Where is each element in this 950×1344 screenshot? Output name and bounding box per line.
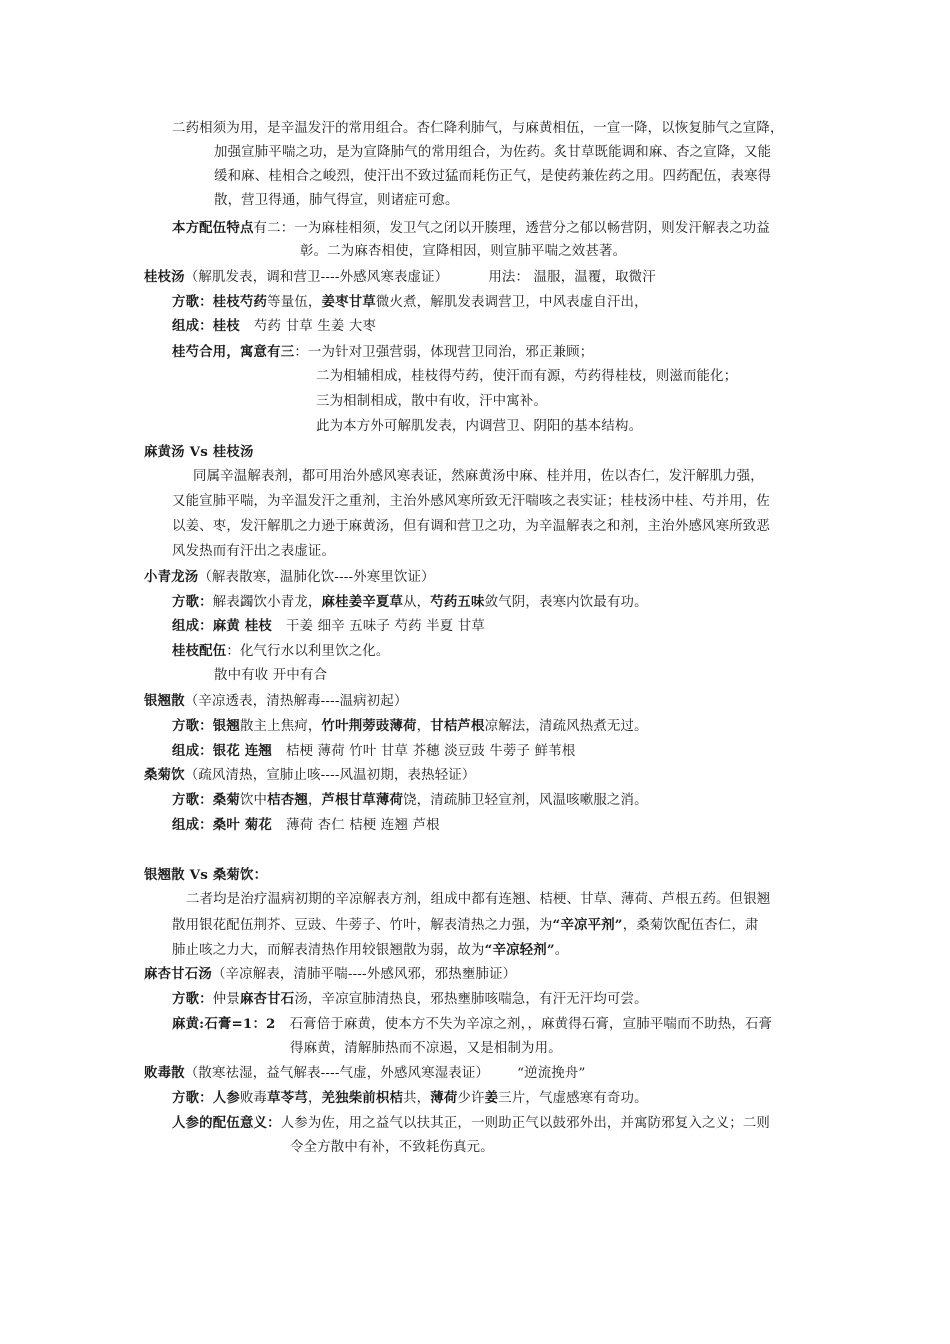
guizhi-pair-text-1: ：一为针对卫强营弱，体现营卫同治，邪正兼顾；: [294, 345, 594, 360]
sangju-comp-label: 组成：: [172, 817, 213, 833]
guizhi-song-b1: 桂枝芍药: [212, 294, 268, 310]
yinqiao-song-b3: 甘桔芦根: [430, 718, 485, 734]
maxing-name: 麻杏甘石汤: [144, 966, 212, 982]
analysis-line-4: 散，营卫得通，肺气得宣，则诸症可愈。: [214, 193, 459, 208]
baidu-song-t3: 共，: [403, 1091, 431, 1106]
maxing-ratio-line-1: [172, 1012, 772, 1036]
baidu-song-t2: ，: [307, 1091, 322, 1106]
yinqiao-desc: （辛凉透表，清热解毒----温病初起）: [184, 694, 408, 709]
compare2-l2b: “辛凉平剂”: [552, 917, 623, 933]
xiaoqinglong-comp-label: 组成：: [172, 618, 213, 634]
compare2-l2c: ，桑菊饮配伍杏仁，肃: [622, 918, 759, 933]
baidu-song-label: 方歌：: [172, 1090, 213, 1106]
maxing-song-b1: 麻杏甘石: [239, 991, 295, 1007]
sangju-heading: [144, 763, 476, 787]
xiaoqinglong-song-b1: 麻桂姜辛夏草: [321, 594, 404, 610]
compare1-line-4: 风发热而有汗出之表虚证。: [172, 544, 336, 559]
yinqiao-heading: [144, 689, 408, 713]
yinqiao-song-b1: 银翘: [212, 718, 240, 734]
xiaoqinglong-song-t3: 敛气阴，表寒内饮最有功。: [484, 595, 648, 610]
xiaoqinglong-song-t1: 解表蠲饮小青龙，: [212, 595, 322, 610]
baidu-meaning-line-1: [172, 1111, 770, 1135]
guizhi-composition: [172, 314, 376, 338]
feature-line-1: [172, 216, 770, 240]
baidu-meaning-text-1: 人参为佐，用之益气以扶其正，一则助正气以鼓邪外出，并寓防邪复入之义；二则: [280, 1116, 770, 1131]
compare2-l3b: “辛凉轻剂”: [484, 942, 555, 958]
analysis-line-3: 缓和麻、桂相合之峻烈，使汗出不致过猛而耗伤正气，是使药兼佐药之用。四药配伍，表寒得: [214, 169, 772, 184]
guizhi-comp-rest: 芍药 甘草 生姜 大枣: [253, 319, 377, 334]
guizhi-pair-label: 桂芍合用: [172, 344, 227, 360]
baidu-desc: （散寒祛湿，益气解表----气虚，外感风寒湿表证）: [184, 1066, 490, 1081]
maxing-song-t2: 汤，辛凉宣肺清热良，邪热壅肺咳喘急，有汗无汗均可尝。: [294, 992, 648, 1007]
xiaoqinglong-desc: （解表散寒，温肺化饮----外寒里饮证）: [198, 570, 435, 585]
xiaoqinglong-song: [172, 590, 648, 614]
guizhi-song-t2: 微火煮，解肌发表调营卫，中风表虚自汗出，: [375, 295, 648, 310]
compare2-line-3: [172, 938, 568, 962]
yinqiao-song-t3: 凉解法，清疏风热煮无过。: [484, 719, 648, 734]
maxing-ratio-label: 麻黄:石膏=1：2: [172, 1016, 276, 1032]
guizhi-song-label: 方歌：: [172, 294, 213, 310]
yinqiao-name: 银翘散: [144, 693, 185, 709]
xiaoqinglong-heading: [144, 565, 435, 589]
compare2-l2a: 散用银花配伍荆芥、豆豉、牛蒡子、竹叶，解表清热之力强，为: [172, 918, 553, 933]
baidu-song-t4: 少许: [457, 1091, 485, 1106]
feature-line-2: 彰。二为麻杏相使，宣降相因，则宣肺平喘之效甚著。: [300, 244, 627, 259]
xiaoqinglong-comp-rest: 干姜 细辛 五味子 芍药 半夏 甘草: [286, 619, 485, 634]
yinqiao-comp-main: 银花 连翘: [212, 743, 273, 759]
guizhi-pair-comma: ，: [226, 344, 240, 360]
baidu-song: [172, 1086, 648, 1110]
feature-text-1: 有二：一为麻桂相须，发卫气之闭以开腠理，透营分之郁以畅营阴，则发汗解表之功益: [253, 221, 770, 236]
guizhi-comp-main: 桂枝: [212, 318, 240, 334]
maxing-heading: [144, 962, 516, 986]
compare2-title: 银翘散 Vs 桑菊饮：: [144, 867, 268, 883]
yinqiao-song-t1: 散主上焦疴，: [239, 719, 322, 734]
maxing-song: [172, 987, 648, 1011]
compare1-title: 麻黄汤 Vs 桂枝汤: [144, 444, 254, 460]
sangju-song-b2: 桔杏翘: [267, 792, 308, 808]
sangju-comp-rest: 薄荷 杏仁 桔梗 连翘 芦根: [286, 818, 440, 833]
baidu-song-b5: 姜: [484, 1090, 499, 1106]
xiaoqinglong-pair-text: ：化气行水以利里饮之化。: [226, 644, 390, 659]
compare2-line-1: 二者均是治疗温病初期的辛凉解表方剂，组成中都有连翘、桔梗、甘草、薄荷、芦根五药。但银翘: [186, 892, 771, 907]
baidu-song-b4: 薄荷: [430, 1090, 458, 1106]
baidu-song-b1: 人参: [212, 1090, 240, 1106]
baidu-song-t1: 败毒: [239, 1091, 268, 1106]
guizhi-pair-line-3: 三为相制相成，散中有收，汗中寓补。: [316, 394, 548, 409]
baidu-meaning-label: 人参的配伍意义：: [172, 1115, 281, 1131]
xiaoqinglong-name: 小青龙汤: [144, 569, 199, 585]
analysis-line-2: 加强宣肺平喘之功，是为宣降肺气的常用组合，为佐药。炙甘草既能调和麻、杏之宣降，又能: [214, 145, 772, 160]
yinqiao-song: [172, 714, 648, 738]
guizhi-comp-label: 组成：: [172, 318, 213, 334]
guizhi-usage: 用法： 温服，温覆，取微汗: [488, 270, 656, 285]
baidu-name: 败毒散: [144, 1065, 185, 1081]
compare1-line-2: 又能宣肺平喘，为辛温发汗之重剂，主治外感风寒所致无汗喘咳之表实证；桂枝汤中桂、芍并用，佐: [172, 494, 770, 509]
yinqiao-comp-label: 组成：: [172, 743, 213, 759]
guizhi-song-b2: 姜枣甘草: [321, 294, 376, 310]
guizhi-name: 桂枝汤: [144, 269, 185, 285]
baidu-heading: [144, 1061, 586, 1085]
xiaoqinglong-song-b2: 芍药五味: [430, 594, 485, 610]
guizhi-desc: （解肌发表，调和营卫----外感风寒表虚证）: [184, 270, 449, 285]
sangju-song-t1: 饮中: [239, 793, 268, 808]
sangju-song-t3: 饶，清疏肺卫轻宣剂，风温咳嗽服之消。: [403, 793, 648, 808]
sangju-song: [172, 788, 648, 812]
baidu-meaning-line-2: 令全方散中有补，不致耗伤真元。: [290, 1140, 494, 1155]
yinqiao-song-t2: ，: [416, 719, 431, 734]
compare1-line-3: 以姜、枣，发汗解肌之力逊于麻黄汤，但有调和营卫之功，为辛温解表之和剂，主治外感风寒所致恶: [172, 519, 770, 534]
xiaoqinglong-song-label: 方歌：: [172, 594, 213, 610]
yinqiao-song-b2: 竹叶荆蒡豉薄荷: [321, 718, 417, 734]
compare1-line-1: 同属辛温解表剂，都可用治外感风寒表证，然麻黄汤中麻、桂并用，佐以杏仁，发汗解肌力强，: [193, 469, 764, 484]
maxing-song-t1: 仲景: [212, 992, 240, 1007]
guizhi-song-t1: 等量伍，: [267, 295, 322, 310]
sangju-name: 桑菊饮: [144, 767, 185, 783]
maxing-desc: （辛凉解表，清肺平喘----外感风邪，邪热壅肺证）: [211, 967, 517, 982]
sangju-comp-main: 桑叶 菊花: [212, 817, 273, 833]
compare2-line-2: [172, 913, 759, 937]
yinqiao-composition: [172, 739, 575, 763]
maxing-ratio-line-2: 得麻黄，清解肺热而不凉遏，又是相制为用。: [290, 1041, 562, 1056]
baidu-song-t5: 三片，气虚感寒有奇功。: [498, 1091, 648, 1106]
compare2-l3c: 。: [554, 943, 569, 958]
compare2-l3a: 肺止咳之力大，而解表清热作用较银翘散为弱，故为: [172, 943, 485, 958]
xiaoqinglong-pair-label: 桂枝配伍: [172, 643, 227, 659]
baidu-song-b2: 草苓芎: [267, 1090, 308, 1106]
feature-label: 本方配伍特点: [172, 220, 254, 236]
analysis-line-1: 二药相须为用，是辛温发汗的常用组合。杏仁降利肺气，与麻黄相伍，一宣一降，以恢复肺气之宣降，: [172, 121, 784, 136]
baidu-motto: “逆流挽舟”: [517, 1066, 586, 1081]
guizhi-song: [172, 290, 648, 314]
sangju-composition: [172, 813, 440, 837]
sangju-desc: （疏风清热，宣肺止咳----风温初期，表热轻证）: [184, 768, 476, 783]
xiaoqinglong-comp-main: 麻黄 桂枝: [212, 618, 273, 634]
xiaoqinglong-pair: [172, 639, 389, 663]
xiaoqinglong-composition: [172, 614, 485, 638]
baidu-song-b3: 羌独柴前枳桔: [321, 1090, 404, 1106]
yinqiao-comp-rest: 桔梗 薄荷 竹叶 甘草 芥穗 淡豆豉 牛蒡子 鲜苇根: [286, 744, 576, 759]
maxing-ratio-text-1: 石膏倍于麻黄，使本方不失为辛凉之剂，，麻黄得石膏，宣肺平喘而不助热，石膏: [289, 1017, 773, 1032]
guizhi-pair-line-4: 此为本方外可解肌发表，内调营卫、阴阳的基本结构。: [316, 419, 643, 434]
yinqiao-song-label: 方歌：: [172, 718, 213, 734]
guizhi-pair-label2: 寓意有三: [239, 344, 295, 360]
xiaoqinglong-note: 散中有收 开中有合: [214, 668, 328, 683]
sangju-song-b3: 芦根甘草薄荷: [321, 792, 404, 808]
xiaoqinglong-song-t2: 从，: [403, 595, 431, 610]
maxing-song-label: 方歌：: [172, 991, 213, 1007]
guizhi-pair-line-2: 二为相辅相成，桂枝得芍药，使汗而有源，芍药得桂枝，则滋而能化；: [316, 369, 738, 384]
guizhi-heading: [144, 265, 656, 289]
sangju-song-t2: ，: [307, 793, 322, 808]
guizhi-pair-line-1: [172, 340, 593, 364]
sangju-song-b1: 桑菊: [212, 792, 240, 808]
sangju-song-label: 方歌：: [172, 792, 213, 808]
